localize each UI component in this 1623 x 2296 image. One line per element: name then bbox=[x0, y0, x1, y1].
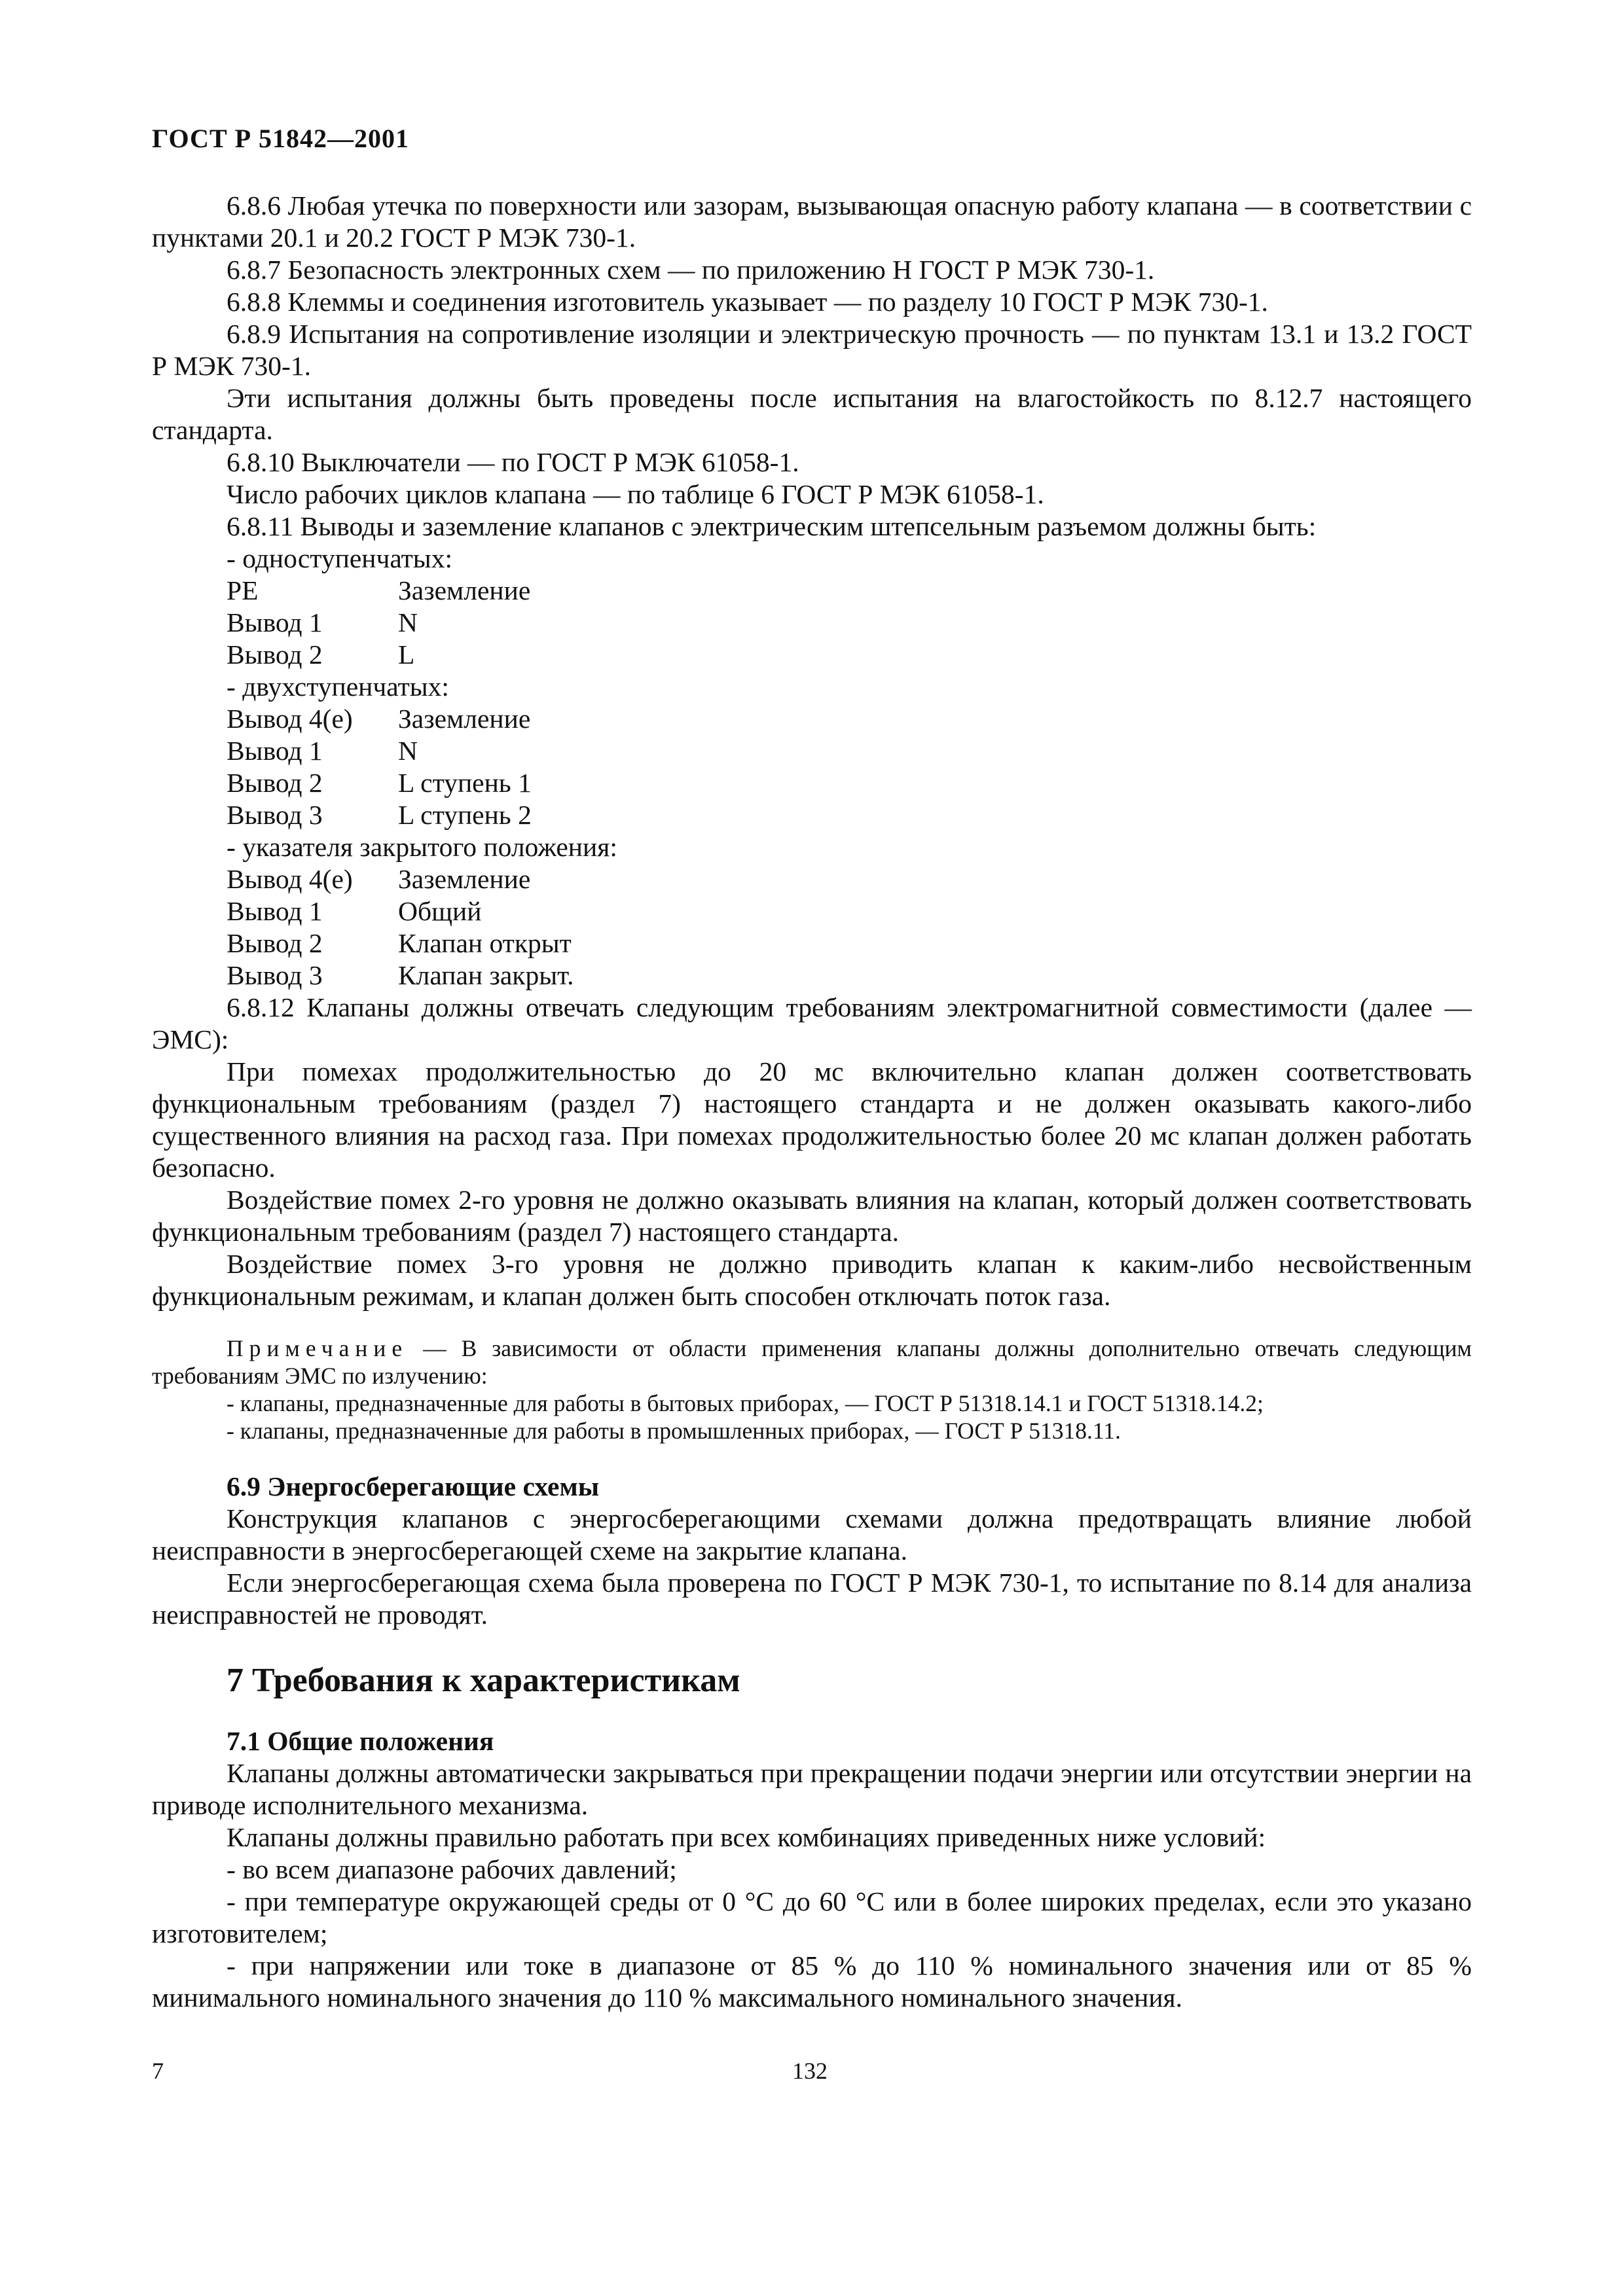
pin-function: L ступень 2 bbox=[398, 800, 532, 830]
para-6-8-10: 6.8.10 Выключатели — по ГОСТ Р МЭК 61058-1. bbox=[227, 447, 799, 477]
pin-row bbox=[227, 735, 532, 767]
pin-label: Вывод 2 bbox=[227, 639, 323, 670]
para-6-9-test: Если энергосберегающая схема была проверена по ГОСТ Р МЭК 730-1, то испытание по 8.14 для анализа неисправностей не проводят. bbox=[152, 1568, 1472, 1630]
heading-section-7: 7 Требования к характеристикам bbox=[227, 1662, 740, 1699]
group-single-stage: - одноступенчатых: bbox=[227, 543, 452, 573]
pin-row bbox=[227, 960, 574, 992]
pin-row bbox=[227, 703, 532, 735]
pin-function: Клапан открыт bbox=[398, 928, 572, 958]
pin-function: Заземление bbox=[398, 575, 531, 605]
note-item: - клапаны, предназначенные для работы в бытовых приборах, — ГОСТ Р 51318.14.1 и ГОСТ 51318.14.2; bbox=[227, 1390, 1264, 1416]
pin-function: N bbox=[398, 736, 418, 766]
list-item-voltage: - при напряжении или токе в диапазоне от 85 % до 110 % номинального значения или от 85 % минимального номинального значения до 110 % максимального номинального значения. bbox=[152, 1950, 1472, 2013]
para-7-1-conditions: Клапаны должны правильно работать при всех комбинациях приведенных ниже условий: bbox=[227, 1822, 1266, 1852]
pin-table-single bbox=[227, 575, 530, 671]
pin-label: Вывод 4(е) bbox=[227, 704, 353, 734]
pin-row bbox=[227, 895, 574, 927]
pin-label: PE bbox=[227, 575, 259, 605]
pin-function: L ступень 1 bbox=[398, 768, 532, 798]
para-7-1-close: Клапаны должны автоматически закрываться при прекращении подачи энергии или отсутствии энергии на приводе исполнительного механизма. bbox=[152, 1758, 1472, 1820]
pin-function: Заземление bbox=[398, 864, 531, 894]
para-6-8-7: 6.8.7 Безопасность электронных схем — по приложению Н ГОСТ Р МЭК 730-1. bbox=[227, 255, 1155, 285]
pin-label: Вывод 3 bbox=[227, 960, 323, 990]
pin-label: Вывод 3 bbox=[227, 800, 323, 830]
note-text: — В зависимости от области применения клапаны должны дополнительно отвечать следующим требованиям ЭМС по излучению: bbox=[152, 1335, 1472, 1389]
list-item-temperature: - при температуре окружающей среды от 0 °С до 60 °С или в более широких пределах, если это указано изготовителем; bbox=[152, 1886, 1472, 1948]
document-sheet-number: 132 bbox=[792, 2058, 828, 2084]
group-two-stage: - двухступенчатых: bbox=[227, 672, 449, 702]
pin-row bbox=[227, 639, 530, 671]
pin-function: N bbox=[398, 607, 418, 637]
pin-row bbox=[227, 799, 532, 831]
para-tests-note: Эти испытания должны быть проведены после испытания на влагостойкость по 8.12.7 настоящего стандарта. bbox=[152, 383, 1472, 445]
para-6-8-8: 6.8.8 Клеммы и соединения изготовитель указывает — по разделу 10 ГОСТ Р МЭК 730-1. bbox=[227, 287, 1268, 317]
note-label: Примечание bbox=[227, 1335, 409, 1361]
list-item-pressure: - во всем диапазоне рабочих давлений; bbox=[227, 1854, 677, 1884]
note-item: - клапаны, предназначенные для работы в промышленных приборах, — ГОСТ Р 51318.11. bbox=[227, 1418, 1121, 1444]
pin-row bbox=[227, 575, 530, 607]
page-number: 7 bbox=[152, 2058, 164, 2084]
para-6-8-11: 6.8.11 Выводы и заземление клапанов с электрическим штепсельным разъемом должны быть: bbox=[227, 511, 1317, 541]
para-6-8-9: 6.8.9 Испытания на сопротивление изоляции и электрическую прочность — по пунктам 13.1 и 13.2 ГОСТ Р МЭК 730-1. bbox=[152, 319, 1472, 381]
pin-label: Вывод 1 bbox=[227, 896, 323, 926]
heading-6-9: 6.9 Энергосберегающие схемы bbox=[227, 1471, 600, 1501]
pin-function: Общий bbox=[398, 896, 482, 926]
pin-label: Вывод 1 bbox=[227, 736, 323, 766]
para-emc-level-2: Воздействие помех 2-го уровня не должно оказывать влияния на клапан, который должен соответствовать функциональным требованиям (раздел 7) настоящего стандарта. bbox=[152, 1185, 1472, 1247]
pin-function: Заземление bbox=[398, 704, 531, 734]
pin-row bbox=[227, 863, 574, 895]
pin-label: Вывод 2 bbox=[227, 928, 323, 958]
para-emc-level-3: Воздействие помех 3-го уровня не должно приводить клапан к каким-либо несвойственным функциональным режимам, и клапан должен быть способен отключать поток газа. bbox=[152, 1249, 1472, 1311]
note-paragraph bbox=[152, 1335, 1472, 1390]
para-6-8-6: 6.8.6 Любая утечка по поверхности или зазорам, вызывающая опасную работу клапана — в соответствии с пунктами 20.1 и 20.2 ГОСТ Р МЭК 730-1. bbox=[152, 190, 1472, 253]
document-body bbox=[152, 190, 1472, 2014]
group-closed-indicator: - указателя закрытого положения: bbox=[227, 832, 617, 862]
pin-table-two-stage bbox=[227, 703, 532, 831]
pin-label: Вывод 1 bbox=[227, 607, 323, 637]
para-6-9-design: Конструкция клапанов с энергосберегающими схемами должна предотвращать влияние любой неисправности в энергосберегающей схеме на закрытие клапана. bbox=[152, 1503, 1472, 1566]
para-emc-duration: При помехах продолжительностью до 20 мс включительно клапан должен соответствовать функциональным требованиям (раздел 7) настоящего стандарта и не должен оказывать какого-либо существенного влияния на расход газа. При помехах продолжительностью более 20 мс клапан должен работать безопасно. bbox=[152, 1056, 1472, 1183]
pin-table-indicator bbox=[227, 863, 574, 992]
para-6-8-12: 6.8.12 Клапаны должны отвечать следующим требованиям электромагнитной совместимости (далее — ЭМС): bbox=[152, 992, 1472, 1054]
pin-label: Вывод 4(е) bbox=[227, 864, 353, 894]
document-header: ГОСТ Р 51842—2001 bbox=[152, 124, 410, 153]
pin-function: Клапан закрыт. bbox=[398, 960, 574, 990]
pin-row bbox=[227, 607, 530, 639]
pin-row bbox=[227, 767, 532, 799]
pin-row bbox=[227, 927, 574, 960]
note-block bbox=[152, 1335, 1472, 1444]
para-cycles: Число рабочих циклов клапана — по таблице 6 ГОСТ Р МЭК 61058-1. bbox=[227, 479, 1044, 509]
heading-7-1: 7.1 Общие положения bbox=[227, 1726, 494, 1756]
pin-function: L bbox=[398, 639, 415, 670]
pin-label: Вывод 2 bbox=[227, 768, 323, 798]
